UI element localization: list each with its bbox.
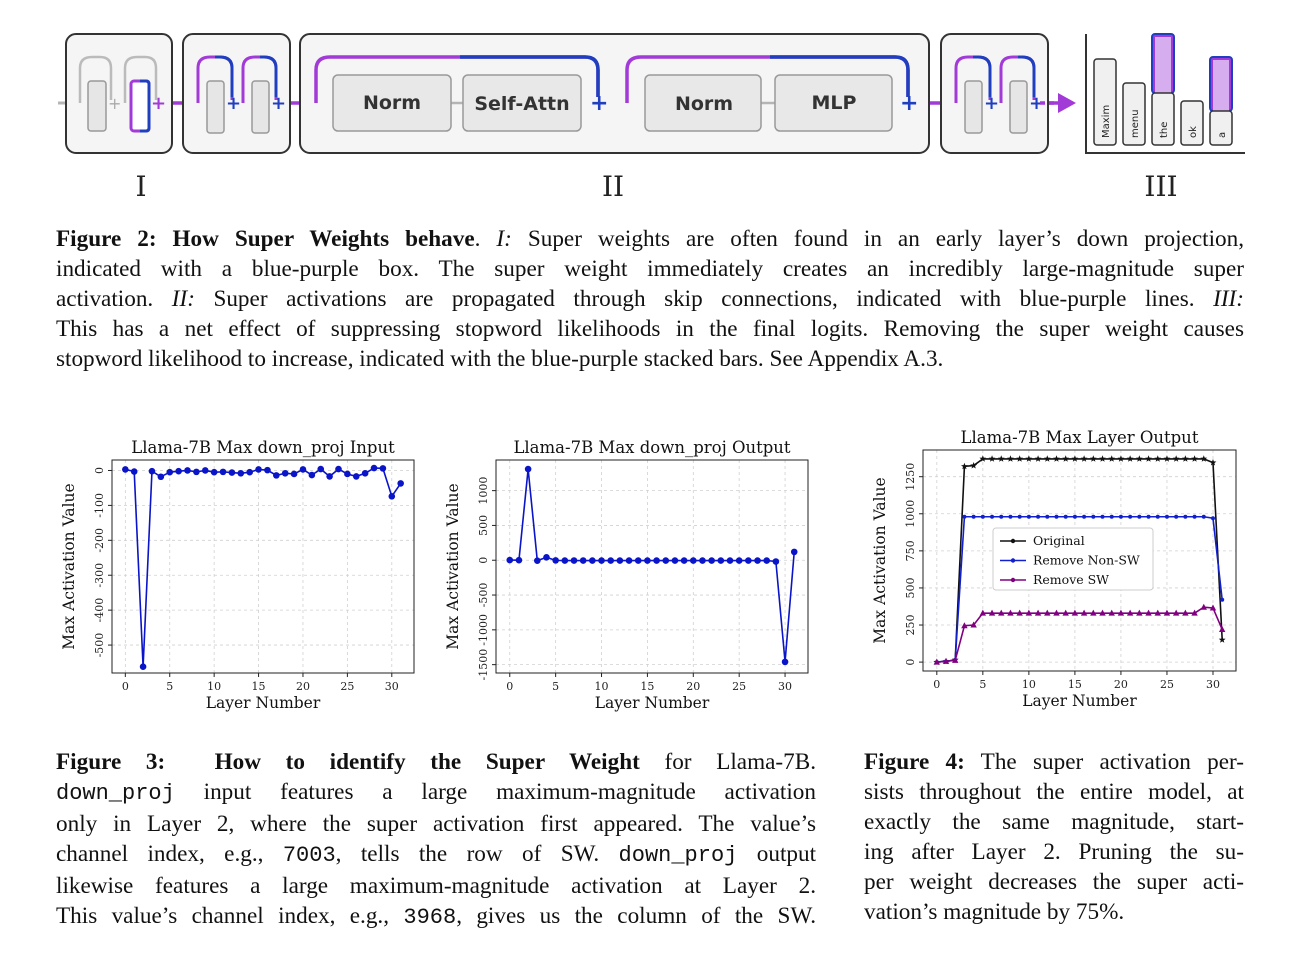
- chart-down-proj-input: [50, 425, 430, 725]
- data-point: [699, 557, 706, 564]
- data-point: [1174, 515, 1178, 519]
- data-point: [326, 473, 333, 480]
- logit-bar-a: [1210, 111, 1232, 145]
- data-point: [388, 493, 395, 500]
- code-text: down_proj: [618, 843, 738, 868]
- y-tick-label: -400: [93, 597, 106, 623]
- data-point: [972, 515, 976, 519]
- y-tick-label: 750: [904, 540, 917, 562]
- x-tick-label: 15: [1067, 678, 1082, 691]
- data-point: [158, 473, 165, 480]
- data-point: [1110, 515, 1114, 519]
- y-tick-label: 0: [477, 556, 490, 564]
- x-axis-label: Layer Number: [594, 694, 710, 712]
- plus-icon: +: [271, 93, 287, 114]
- y-tick-label: -100: [93, 493, 106, 518]
- data-point: [562, 557, 569, 564]
- figure-label: Figure 3:: [56, 749, 166, 775]
- data-point: [371, 465, 378, 472]
- code-text: 3968: [403, 905, 457, 930]
- x-tick-label: 30: [1205, 678, 1220, 691]
- data-point: [580, 557, 587, 564]
- x-axis-label: Layer Number: [1022, 692, 1137, 710]
- data-point: [149, 468, 156, 475]
- data-point: [264, 467, 271, 474]
- data-point: [237, 470, 244, 477]
- caption-line: sists throughout the entire model, at: [864, 779, 1244, 805]
- data-point: [1090, 455, 1097, 462]
- section-label-2: II: [601, 170, 625, 203]
- series-line: [510, 469, 794, 662]
- data-point: [1062, 455, 1069, 462]
- data-point: [1119, 515, 1123, 519]
- bar-label: menu: [1130, 109, 1141, 138]
- figure-2-caption: [56, 224, 1244, 374]
- data-point: [1108, 455, 1115, 462]
- caption-line: only in Layer 2, where the super activation first appeared. The value’s: [56, 811, 816, 837]
- data-point: [1099, 455, 1106, 462]
- plus-icon: +: [590, 91, 609, 116]
- data-point: [175, 468, 182, 475]
- series-line: [125, 468, 400, 667]
- figure-title: How to identify the Super Weight: [214, 749, 640, 775]
- data-point: [1073, 515, 1077, 519]
- data-point: [763, 557, 770, 564]
- caption-line: likewise features a large maximum-magnitude activation at Layer 2.: [56, 873, 816, 899]
- data-point: [662, 557, 669, 564]
- data-point: [1082, 515, 1086, 519]
- data-point: [1147, 515, 1151, 519]
- data-point: [736, 557, 743, 564]
- x-tick-label: 10: [594, 680, 609, 693]
- caption-italic: III:: [1213, 286, 1244, 312]
- data-point: [552, 557, 559, 564]
- bar-label: a: [1217, 131, 1228, 138]
- data-point: [598, 557, 605, 564]
- series-line: [937, 607, 1222, 662]
- x-tick-label: 5: [166, 680, 174, 693]
- data-point: [681, 557, 688, 564]
- code-text: 7003: [282, 843, 336, 868]
- data-point: [184, 467, 191, 474]
- x-tick-label: 0: [933, 678, 941, 691]
- data-point: [255, 466, 262, 473]
- x-tick-label: 10: [1021, 678, 1036, 691]
- data-point: [1128, 515, 1132, 519]
- data-point: [626, 557, 633, 564]
- data-point: [1137, 515, 1141, 519]
- data-point: [1053, 455, 1060, 462]
- data-point: [543, 554, 550, 561]
- legend-marker: [1011, 558, 1015, 562]
- data-point: [1193, 515, 1197, 519]
- data-point: [1136, 455, 1143, 462]
- data-point: [998, 455, 1005, 462]
- norm-label: Norm: [362, 92, 422, 114]
- x-axis-label: Layer Number: [205, 694, 321, 712]
- data-point: [1202, 515, 1206, 519]
- data-point: [989, 455, 996, 462]
- legend-marker: [1011, 539, 1015, 543]
- legend-label: Remove Non-SW: [1033, 552, 1140, 568]
- super-weight-diagram: [0, 0, 1297, 205]
- data-point: [166, 469, 173, 476]
- figure-3-caption: [56, 747, 816, 933]
- x-tick-label: 0: [506, 680, 514, 693]
- chart-title: Llama-7B Max down_proj Input: [131, 438, 395, 457]
- data-point: [202, 467, 209, 474]
- data-point: [1165, 515, 1169, 519]
- x-tick-label: 5: [552, 680, 560, 693]
- data-point: [672, 557, 679, 564]
- data-point: [1191, 455, 1198, 462]
- plus-icon: +: [984, 93, 1000, 114]
- data-point: [1027, 515, 1031, 519]
- data-point: [1054, 515, 1058, 519]
- data-point: [1173, 455, 1180, 462]
- figure-title: How Super Weights behave: [172, 226, 475, 252]
- y-tick-label: 500: [477, 514, 490, 536]
- data-point: [690, 557, 697, 564]
- data-point: [282, 470, 289, 477]
- caption-text: channel index, e.g.,: [56, 841, 283, 867]
- data-point: [635, 557, 642, 564]
- data-point: [506, 557, 513, 564]
- data-point: [1183, 515, 1187, 519]
- y-tick-label: -1000: [477, 613, 490, 646]
- data-point: [309, 472, 316, 479]
- data-point: [291, 471, 298, 478]
- data-point: [1145, 455, 1152, 462]
- caption-text: activation.: [56, 286, 172, 312]
- data-point: [1219, 636, 1226, 643]
- plus-icon: +: [1029, 93, 1045, 114]
- data-point: [1118, 455, 1125, 462]
- y-axis-label: Max Activation Value: [444, 483, 462, 650]
- caption-text: This value’s channel index, e.g.,: [56, 903, 404, 929]
- caption-text: output: [737, 841, 817, 867]
- y-tick-label: 1250: [904, 462, 917, 491]
- data-point: [999, 515, 1003, 519]
- data-point: [1101, 515, 1105, 519]
- layer-block-2: [207, 81, 224, 133]
- data-point: [516, 557, 523, 564]
- x-tick-label: 10: [207, 680, 222, 693]
- data-point: [211, 469, 218, 476]
- y-tick-label: -300: [93, 562, 106, 588]
- caption-line: This has a net effect of suppressing stopword likelihoods in the final logits. Removing the super weight causes: [56, 316, 1244, 342]
- data-point: [981, 515, 985, 519]
- chart-down-proj-output: [440, 425, 820, 725]
- data-point: [990, 515, 994, 519]
- data-point: [362, 470, 369, 477]
- data-point: [317, 466, 324, 473]
- data-point: [220, 469, 227, 476]
- y-tick-label: 250: [904, 614, 917, 636]
- legend-marker: [1011, 578, 1015, 582]
- x-tick-label: 20: [295, 680, 310, 693]
- x-tick-label: 15: [251, 680, 266, 693]
- figure-label: Figure 4:: [864, 749, 965, 775]
- plus-icon: +: [900, 91, 919, 116]
- y-axis-label: Max Activation Value: [871, 477, 889, 644]
- data-point: [1211, 516, 1215, 520]
- legend-label: Original: [1033, 533, 1085, 548]
- figure-label: Figure 2:: [56, 226, 157, 252]
- data-point: [1036, 515, 1040, 519]
- x-tick-label: 25: [1159, 678, 1174, 691]
- caption-line: per weight decreases the super acti-: [864, 869, 1244, 895]
- data-point: [273, 472, 280, 479]
- data-point: [140, 663, 147, 670]
- layer-block-1: [88, 81, 106, 131]
- caption-italic: II:: [171, 286, 195, 312]
- norm-label-2: Norm: [674, 93, 734, 115]
- data-point: [246, 469, 253, 476]
- y-tick-label: -500: [477, 582, 490, 608]
- data-point: [131, 468, 138, 475]
- figure-4-caption: [864, 747, 1244, 927]
- y-tick-label: -1500: [477, 648, 490, 681]
- x-tick-label: 30: [778, 680, 793, 693]
- data-point: [1008, 515, 1012, 519]
- code-text: down_proj: [56, 781, 175, 806]
- data-point: [122, 466, 129, 473]
- data-point: [1220, 598, 1224, 602]
- data-point: [1045, 515, 1049, 519]
- chart-title: Llama-7B Max Layer Output: [960, 428, 1199, 447]
- x-tick-label: 20: [1113, 678, 1128, 691]
- data-point: [791, 549, 798, 556]
- data-point: [353, 473, 360, 480]
- data-point: [1064, 515, 1068, 519]
- caption-text: Super activations are propagated through skip connections, indicated with blue-purple lines.: [194, 286, 1214, 312]
- data-point: [653, 557, 660, 564]
- data-point: [300, 466, 307, 473]
- data-point: [1025, 455, 1032, 462]
- data-point: [335, 466, 342, 473]
- plot-frame: [496, 460, 808, 673]
- bar-label: the: [1159, 121, 1170, 138]
- caption-text: The super activation per-: [964, 749, 1245, 775]
- data-point: [1081, 455, 1088, 462]
- data-point: [571, 557, 578, 564]
- data-point: [1219, 626, 1225, 632]
- data-point: [1091, 515, 1095, 519]
- y-tick-label: -500: [93, 632, 106, 658]
- data-point: [1044, 455, 1051, 462]
- data-point: [1035, 455, 1042, 462]
- data-point: [644, 557, 651, 564]
- data-point: [1200, 455, 1207, 462]
- caption-text: , gives us the column of the SW.: [456, 903, 816, 929]
- layer-block-4: [965, 81, 982, 133]
- caption-text: input features a large maximum-magnitude activation: [174, 779, 816, 805]
- plus-icon: +: [151, 93, 167, 114]
- data-point: [1182, 455, 1189, 462]
- plot-frame: [112, 460, 414, 673]
- x-tick-label: 0: [121, 680, 129, 693]
- plus-icon: +: [226, 93, 242, 114]
- chart-max-layer-output: [855, 415, 1255, 725]
- data-point: [782, 659, 789, 666]
- x-tick-label: 20: [686, 680, 701, 693]
- caption-line: ing after Layer 2. Pruning the su-: [864, 839, 1244, 865]
- data-point: [727, 557, 734, 564]
- y-tick-label: 500: [904, 577, 917, 599]
- bar-label: ok: [1188, 126, 1199, 138]
- y-tick-label: -200: [93, 527, 106, 553]
- data-point: [1071, 455, 1078, 462]
- layer-block-3: [252, 81, 269, 133]
- y-axis-label: Max Activation Value: [60, 483, 78, 650]
- data-point: [193, 469, 200, 476]
- data-point: [754, 557, 761, 564]
- x-tick-label: 5: [979, 678, 987, 691]
- y-tick-label: 0: [93, 466, 106, 474]
- logit-bar-a-stack-light: [1213, 60, 1229, 111]
- caption-line: indicated with a blue-purple box. The super weight immediately creates an incredibly large-magnitude super: [56, 256, 1244, 282]
- x-tick-label: 25: [732, 680, 747, 693]
- caption-text: for Llama-7B.: [639, 749, 817, 775]
- data-point: [1164, 455, 1171, 462]
- data-point: [525, 466, 532, 473]
- section-label-3: III: [1144, 170, 1178, 203]
- data-point: [718, 557, 725, 564]
- data-point: [607, 557, 614, 564]
- output-arrow-icon: [1058, 93, 1076, 113]
- data-point: [617, 557, 624, 564]
- caption-line: vation’s magnitude by 75%.: [864, 899, 1125, 925]
- data-point: [1156, 515, 1160, 519]
- data-point: [708, 557, 715, 564]
- y-tick-label: 0: [904, 658, 917, 666]
- logit-bar-the-stack-light: [1155, 37, 1171, 93]
- data-point: [1018, 515, 1022, 519]
- caption-italic: I:: [496, 226, 512, 252]
- section-label-1: I: [135, 170, 147, 203]
- data-point: [745, 557, 752, 564]
- data-point: [397, 480, 404, 487]
- caption-line: stopword likelihood to increase, indicated with the blue-purple stacked bars. See Appendix A.3.: [56, 346, 944, 372]
- data-point: [1154, 455, 1161, 462]
- self-attn-label: Self-Attn: [474, 93, 570, 115]
- data-point: [534, 557, 541, 564]
- super-weight-box: [131, 81, 149, 131]
- x-tick-label: 15: [640, 680, 655, 693]
- caption-text: , tells the row of SW.: [335, 841, 619, 867]
- x-tick-label: 30: [384, 680, 399, 693]
- mlp-label: MLP: [811, 92, 857, 114]
- caption-text: .: [474, 226, 497, 252]
- data-point: [1127, 455, 1134, 462]
- bar-label: Maxim: [1101, 104, 1112, 138]
- plus-icon: +: [108, 94, 122, 113]
- caption-line: exactly the same magnitude, start-: [864, 809, 1244, 835]
- y-tick-label: 1000: [904, 499, 917, 528]
- legend-label: Remove SW: [1033, 572, 1110, 587]
- layer-block-5: [1010, 81, 1027, 133]
- y-tick-label: 1000: [477, 476, 490, 505]
- data-point: [344, 471, 351, 478]
- data-point: [1007, 455, 1014, 462]
- data-point: [962, 515, 966, 519]
- x-tick-label: 25: [340, 680, 355, 693]
- data-point: [380, 465, 387, 472]
- data-point: [1016, 455, 1023, 462]
- data-point: [589, 557, 596, 564]
- data-point: [229, 469, 236, 476]
- caption-text: Super weights are often found in an early layer’s down projection,: [511, 226, 1245, 252]
- data-point: [773, 558, 780, 565]
- chart-title: Llama-7B Max down_proj Output: [513, 438, 791, 457]
